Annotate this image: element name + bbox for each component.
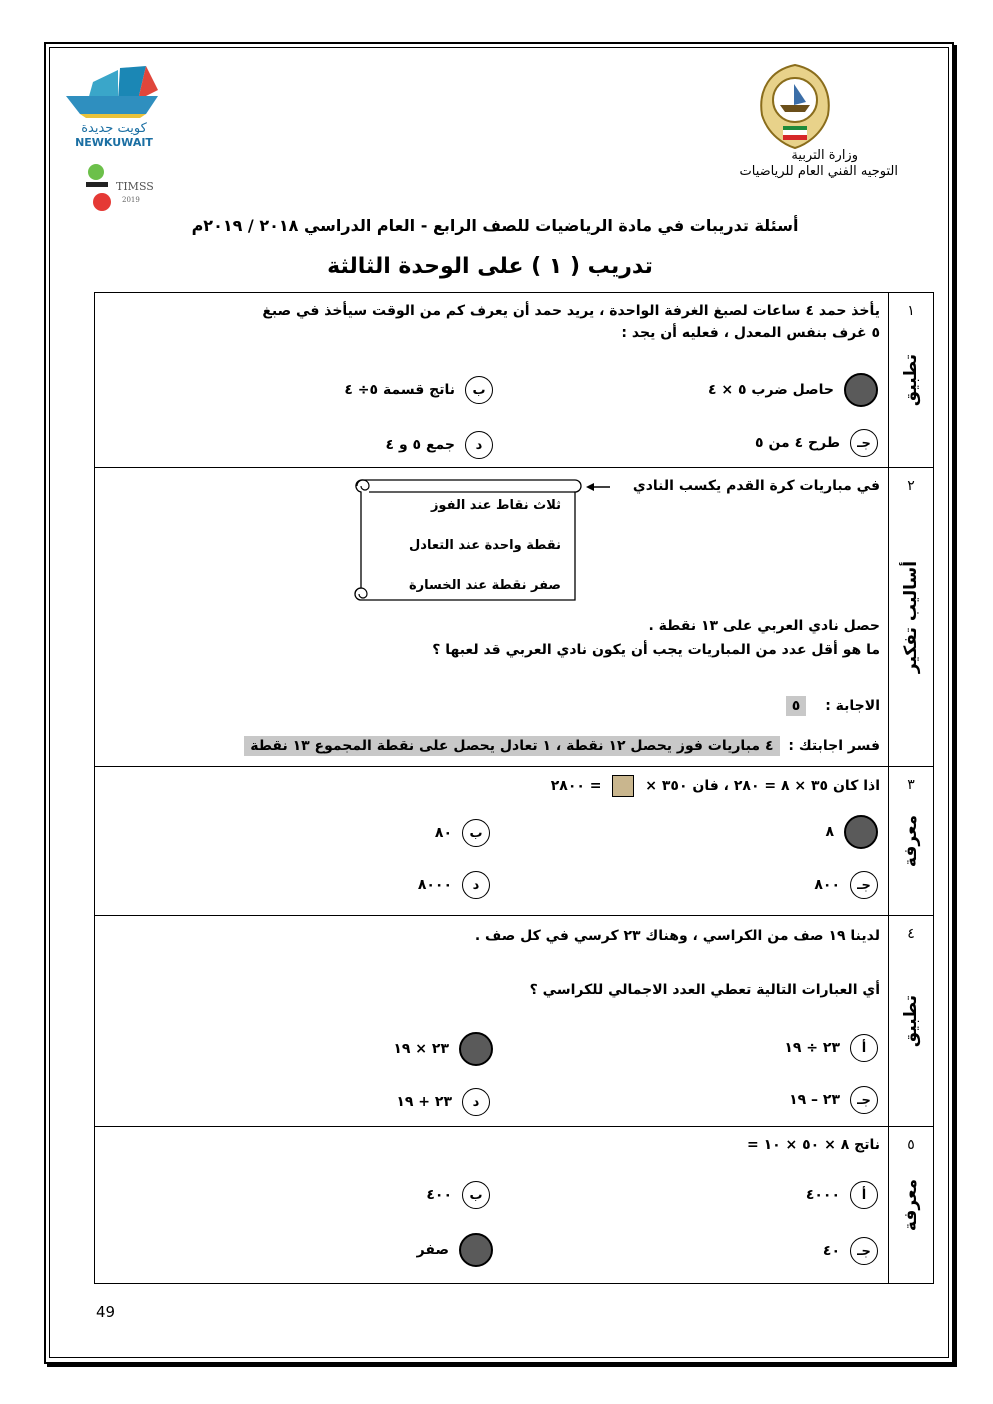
q4-option-d-text: ٢٣ + ١٩ — [396, 1094, 452, 1110]
q1-line1: يأخذ حمد ٤ ساعات لصبغ الغرفة الواحدة ، يريد حمد أن يعرف كم من الوقت سيأخذ في صبغ — [262, 303, 880, 319]
q3-stem — [551, 775, 880, 797]
selected-bubble[interactable] — [459, 1233, 493, 1267]
q4-option-d[interactable] — [396, 1088, 490, 1116]
option-bubble[interactable]: أ — [850, 1034, 878, 1062]
timss-logo — [82, 160, 162, 220]
q4-option-b[interactable] — [393, 1032, 493, 1066]
q5-option-a[interactable] — [806, 1181, 878, 1209]
question-3-body — [95, 767, 889, 916]
rule-draw: نقطة واحدة عند التعادل — [409, 538, 561, 553]
question-row-5 — [95, 1127, 934, 1284]
question-category: تطبيق — [901, 353, 921, 407]
q3-stem-a: اذا كان ٣٥ × ٨ = ٢٨٠ ، فان ٣٥٠ × — [645, 778, 880, 794]
question-5-body — [95, 1127, 889, 1284]
answer-value[interactable]: ٥ — [786, 696, 807, 716]
arrow-left-icon — [586, 482, 610, 492]
option-bubble[interactable]: ب — [462, 819, 490, 847]
q5-option-d-text: صفر — [416, 1242, 449, 1258]
q1-option-c-text: طرح ٤ من ٥ — [755, 435, 840, 451]
option-bubble[interactable]: د — [465, 431, 493, 459]
ministry-block — [740, 148, 898, 180]
ministry-name: وزارة التربية — [791, 148, 858, 163]
q1-option-b-text: ناتج قسمة ٥÷ ٤ — [344, 382, 455, 398]
q1-option-d[interactable] — [386, 431, 493, 459]
q5-option-c[interactable] — [823, 1237, 878, 1265]
explain-label: فسر اجابتك : — [788, 738, 880, 754]
worksheet-heading: أسئلة تدريبات في مادة الرياضيات للصف الرابع - العام الدراسي ٢٠١٨ / ٢٠١٩م — [191, 216, 799, 235]
option-bubble[interactable]: د — [462, 871, 490, 899]
option-bubble[interactable]: أ — [850, 1181, 878, 1209]
question-category: معرفة — [901, 814, 921, 868]
option-bubble[interactable]: ب — [465, 376, 493, 404]
question-4-number-cell — [889, 916, 934, 1127]
logo-english-text: NEWKUWAIT — [75, 136, 153, 149]
q3-stem-b: = ٢٨٠٠ — [550, 778, 602, 794]
q5-option-b-text: ٤٠٠ — [426, 1187, 452, 1203]
question-category: أساليب تفكير — [901, 560, 921, 674]
department-name: التوجيه الفني العام للرياضيات — [739, 164, 898, 179]
missing-number-box — [612, 775, 634, 797]
logo-arabic-text: كويت جديدة — [81, 121, 147, 136]
question-2-number-cell — [889, 468, 934, 767]
timss-label: TIMSS — [116, 180, 154, 193]
question-row-2 — [95, 468, 934, 767]
worksheet-subtitle: تدريب ( ١ ) على الوحدة الثالثة — [327, 254, 653, 279]
q5-option-d[interactable] — [417, 1233, 493, 1267]
page-number: 49 — [96, 1303, 116, 1321]
q3-option-d[interactable] — [418, 871, 490, 899]
q4-option-a-text: ٢٣ ÷ ١٩ — [784, 1040, 840, 1056]
question-number: ٣ — [907, 777, 915, 793]
q4-option-b-text: ٢٣ × ١٩ — [393, 1041, 449, 1057]
option-bubble[interactable]: د — [462, 1088, 490, 1116]
q1-option-b[interactable] — [344, 376, 493, 404]
question-5-number-cell — [889, 1127, 934, 1284]
scoring-rules-scroll — [353, 476, 583, 612]
q1-line2: ٥ غرف بنفس المعدل ، فعليه أن يجد : — [621, 325, 880, 341]
q5-line1: ناتج ٨ × ٥٠ × ١٠ = — [746, 1137, 880, 1153]
q3-option-d-text: ٨٠٠٠ — [417, 877, 452, 893]
q3-option-b[interactable] — [435, 819, 490, 847]
q3-option-a-text: ٨ — [825, 824, 834, 840]
new-kuwait-logo — [58, 60, 173, 156]
rule-loss: صفر نقطة عند الخسارة — [408, 578, 561, 593]
question-4-body — [95, 916, 889, 1127]
question-number: ٢ — [907, 478, 915, 494]
q1-option-c[interactable] — [755, 429, 878, 457]
questions-table — [94, 292, 934, 1284]
option-bubble[interactable]: جـ — [850, 1237, 878, 1265]
selected-bubble[interactable] — [844, 815, 878, 849]
question-row-3 — [95, 767, 934, 916]
q5-option-c-text: ٤٠ — [822, 1243, 840, 1259]
question-3-number-cell — [889, 767, 934, 916]
kuwait-emblem — [750, 60, 840, 154]
rule-win: ثلاث نقاط عند الفوز — [430, 498, 561, 513]
q4-option-a[interactable] — [784, 1034, 878, 1062]
option-bubble[interactable]: جـ — [850, 1086, 878, 1114]
selected-bubble[interactable] — [459, 1032, 493, 1066]
selected-bubble[interactable] — [844, 373, 878, 407]
option-bubble[interactable]: ب — [462, 1181, 490, 1209]
answer-label: الاجابة : — [825, 698, 880, 714]
q3-option-a[interactable] — [825, 815, 878, 849]
question-row-4 — [95, 916, 934, 1127]
q2-intro: في مباريات كرة القدم يكسب النادي — [632, 478, 880, 494]
q2-answer-row — [786, 696, 880, 716]
q4-option-c[interactable] — [789, 1086, 878, 1114]
option-bubble[interactable]: جـ — [850, 429, 878, 457]
q3-option-b-text: ٨٠ — [434, 825, 452, 841]
question-category: تطبيق — [901, 994, 921, 1048]
q3-option-c[interactable] — [814, 871, 878, 899]
q5-option-b[interactable] — [426, 1181, 490, 1209]
question-1-number-cell — [889, 293, 934, 468]
question-number: ٥ — [907, 1137, 915, 1153]
q5-option-a-text: ٤٠٠٠ — [805, 1187, 840, 1203]
q3-option-c-text: ٨٠٠ — [814, 877, 840, 893]
question-number: ٤ — [907, 926, 915, 942]
option-bubble[interactable]: جـ — [850, 871, 878, 899]
question-number: ١ — [907, 303, 915, 319]
timss-year: 2019 — [122, 196, 140, 204]
q2-line1: حصل نادي العربي على ١٣ نقطة . — [648, 618, 880, 634]
question-row-1 — [95, 293, 934, 468]
q4-line1: لدينا ١٩ صف من الكراسي ، وهناك ٢٣ كرسي في كل صف . — [474, 928, 880, 944]
q4-option-c-text: ٢٣ – ١٩ — [789, 1092, 840, 1108]
question-1-body — [95, 293, 889, 468]
q1-option-a[interactable] — [708, 373, 878, 407]
q1-option-a-text: حاصل ضرب ٥ × ٤ — [707, 382, 834, 398]
q2-line2: ما هو أقل عدد من المباريات يجب أن يكون نادي العربي قد لعبها ؟ — [432, 642, 880, 658]
question-2-body — [95, 468, 889, 767]
explain-value[interactable]: ٤ مباريات فوز يحصل ١٢ نقطة ، ١ تعادل يحصل على نقطة المجموع ١٣ نقطة — [244, 736, 779, 756]
q2-explain-row — [244, 736, 880, 756]
q4-line2: أي العبارات التالية تعطي العدد الاجمالي للكراسي ؟ — [529, 982, 880, 998]
q1-option-d-text: جمع ٥ و ٤ — [385, 437, 455, 453]
question-category: معرفة — [901, 1178, 921, 1232]
